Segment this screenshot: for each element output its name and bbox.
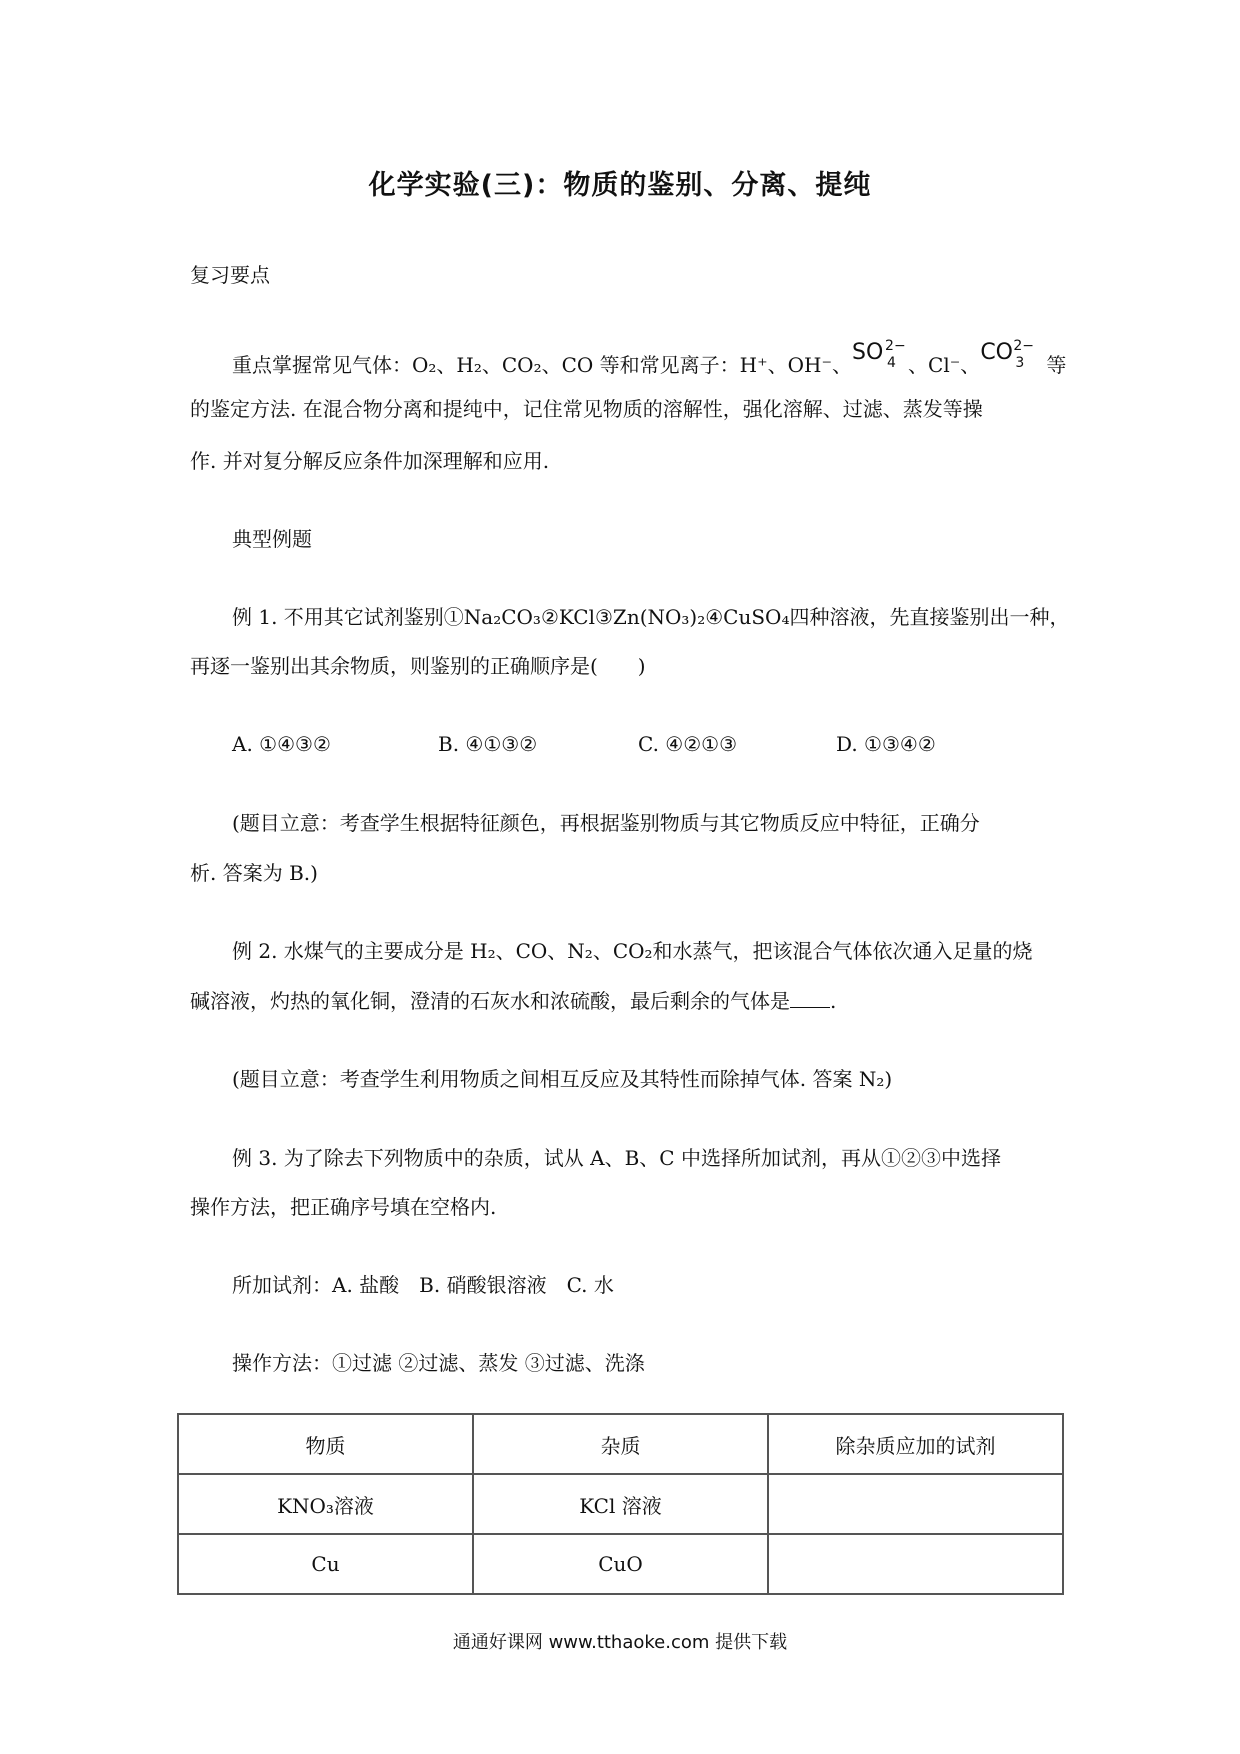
example-2-line-1: 例 2. 水煤气的主要成分是 H₂、CO、N₂、CO₂和水蒸气，把该混合气体依次通入足量的烧 [232, 939, 1033, 963]
table-cell-answer [768, 1474, 1063, 1534]
table-header-cell: 杂质 [473, 1414, 768, 1474]
example-1-line-1: 例 1. 不用其它试剂鉴别①Na₂CO₃②KCl③Zn(NO₃)₂④CuSO₄四种溶液，先直接鉴别出一种， [232, 605, 1070, 629]
option-b: B. ④①③② [438, 732, 538, 756]
option-d: D. ①③④② [836, 732, 936, 756]
example-2-note: (题目立意：考查学生利用物质之间相互反应及其特性而除掉气体. 答案 N₂) [232, 1067, 893, 1091]
review-heading: 复习要点 [190, 263, 270, 287]
example-3-line-2: 操作方法，把正确序号填在空格内. [190, 1195, 497, 1219]
table-header-cell: 除杂质应加的试剂 [768, 1414, 1063, 1474]
sulfate-ion: SO 2− 4 [852, 338, 906, 371]
example-1-note-line-1: (题目立意：考查学生根据特征颜色，再根据鉴别物质与其它物质反应中特征，正确分 [232, 811, 980, 835]
review-paragraph-line-1: 重点掌握常见气体：O₂、H₂、CO₂、CO 等和常见离子：H⁺、OH⁻、 SO 2− 4 、Cl⁻、 CO 2− 3 等 [232, 338, 1067, 377]
answer-blank [790, 989, 830, 1008]
example-3-line-1: 例 3. 为了除去下列物质中的杂质，试从 A、B、C 中选择所加试剂，再从①②③中选择 [232, 1146, 1001, 1170]
table-cell: KCl 溶液 [473, 1474, 768, 1534]
table-cell: Cu [178, 1534, 473, 1594]
review-paragraph-line-3: 作. 并对复分解反应条件加深理解和应用. [190, 449, 550, 473]
table-cell: KNO₃溶液 [178, 1474, 473, 1534]
examples-heading: 典型例题 [232, 527, 312, 551]
reagents-list: 所加试剂：A. 盐酸 B. 硝酸银溶液 C. 水 [232, 1273, 614, 1297]
example-1-line-2: 再逐一鉴别出其余物质，则鉴别的正确顺序是( ) [190, 654, 646, 678]
example-2-line-2: 碱溶液，灼热的氧化铜，澄清的石灰水和浓硫酸，最后剩余的气体是 . [190, 989, 837, 1013]
table-row [178, 1534, 1063, 1594]
option-a: A. ①④③② [232, 732, 331, 756]
table-row [178, 1474, 1063, 1534]
table-cell: CuO [473, 1534, 768, 1594]
page-title: 化学实验(三)：物质的鉴别、分离、提纯 [368, 170, 872, 201]
table-cell-answer [768, 1534, 1063, 1594]
methods-list: 操作方法：①过滤 ②过滤、蒸发 ③过滤、洗涤 [232, 1351, 645, 1375]
option-c: C. ④②①③ [638, 732, 738, 756]
page-footer: 通通好课网 www.tthaoke.com 提供下载 [452, 1632, 788, 1653]
example-1-options [232, 731, 936, 757]
table-header-row [178, 1414, 1063, 1474]
carbonate-ion: CO 2− 3 [980, 338, 1034, 371]
table-header-cell: 物质 [178, 1414, 473, 1474]
review-paragraph-line-2: 的鉴定方法. 在混合物分离和提纯中，记住常见物质的溶解性，强化溶解、过滤、蒸发等操 [190, 397, 983, 421]
impurity-table [177, 1413, 1064, 1595]
example-1-note-line-2: 析. 答案为 B.) [190, 861, 318, 885]
